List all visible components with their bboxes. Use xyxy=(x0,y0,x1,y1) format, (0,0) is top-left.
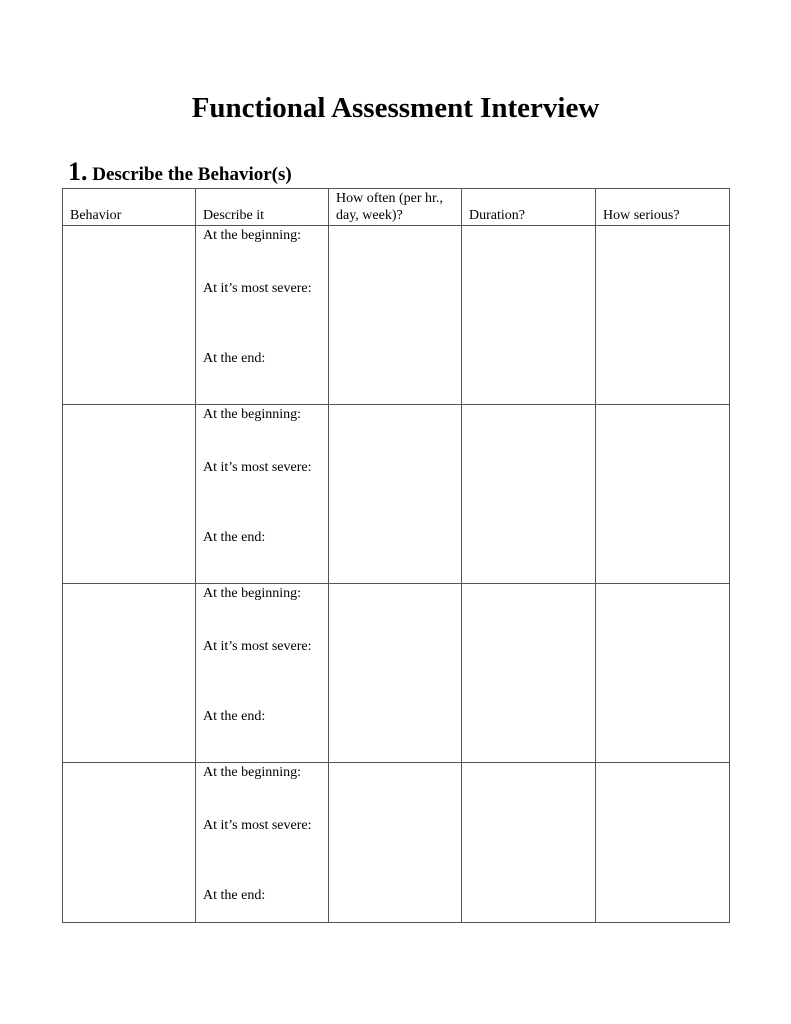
how-serious-cell[interactable] xyxy=(596,405,730,584)
duration-cell[interactable] xyxy=(462,584,596,763)
describe-cell[interactable] xyxy=(196,584,329,763)
behavior-cell[interactable] xyxy=(63,405,196,584)
duration-cell[interactable] xyxy=(462,226,596,405)
how-often-cell[interactable] xyxy=(329,763,462,923)
prompt-beginning: At the beginning: xyxy=(203,765,301,780)
how-serious-cell[interactable] xyxy=(596,226,730,405)
header-describe: Describe it xyxy=(196,189,329,226)
prompt-severe: At it’s most severe: xyxy=(203,460,312,475)
behavior-cell[interactable] xyxy=(63,584,196,763)
table-row xyxy=(63,763,730,923)
behavior-cell[interactable] xyxy=(63,763,196,923)
header-behavior: Behavior xyxy=(63,189,196,226)
prompt-severe: At it’s most severe: xyxy=(203,281,312,296)
header-how-often: How often (per hr., day, week)? xyxy=(329,189,462,226)
header-row xyxy=(63,189,730,226)
table-row xyxy=(63,226,730,405)
prompt-beginning: At the beginning: xyxy=(203,407,301,422)
prompt-end: At the end: xyxy=(203,530,266,545)
section-title: Describe the Behavior(s) xyxy=(92,164,292,185)
section-number: 1. xyxy=(68,157,88,186)
prompt-severe: At it’s most severe: xyxy=(203,639,312,654)
behavior-cell[interactable] xyxy=(63,226,196,405)
table-row xyxy=(63,584,730,763)
header-how-serious: How serious? xyxy=(596,189,730,226)
duration-cell[interactable] xyxy=(462,405,596,584)
section-heading xyxy=(68,157,292,187)
prompt-end: At the end: xyxy=(203,709,266,724)
duration-cell[interactable] xyxy=(462,763,596,923)
table-row xyxy=(63,405,730,584)
prompt-beginning: At the beginning: xyxy=(203,586,301,601)
how-serious-cell[interactable] xyxy=(596,584,730,763)
describe-cell[interactable] xyxy=(196,405,329,584)
behavior-table xyxy=(62,188,730,923)
how-serious-cell[interactable] xyxy=(596,763,730,923)
prompt-beginning: At the beginning: xyxy=(203,228,301,243)
page-title: Functional Assessment Interview xyxy=(191,92,600,124)
describe-cell[interactable] xyxy=(196,226,329,405)
how-often-cell[interactable] xyxy=(329,226,462,405)
header-duration: Duration? xyxy=(462,189,596,226)
describe-cell[interactable] xyxy=(196,763,329,923)
how-often-cell[interactable] xyxy=(329,405,462,584)
prompt-end: At the end: xyxy=(203,351,266,366)
how-often-cell[interactable] xyxy=(329,584,462,763)
prompt-severe: At it’s most severe: xyxy=(203,818,312,833)
prompt-end: At the end: xyxy=(203,888,266,903)
